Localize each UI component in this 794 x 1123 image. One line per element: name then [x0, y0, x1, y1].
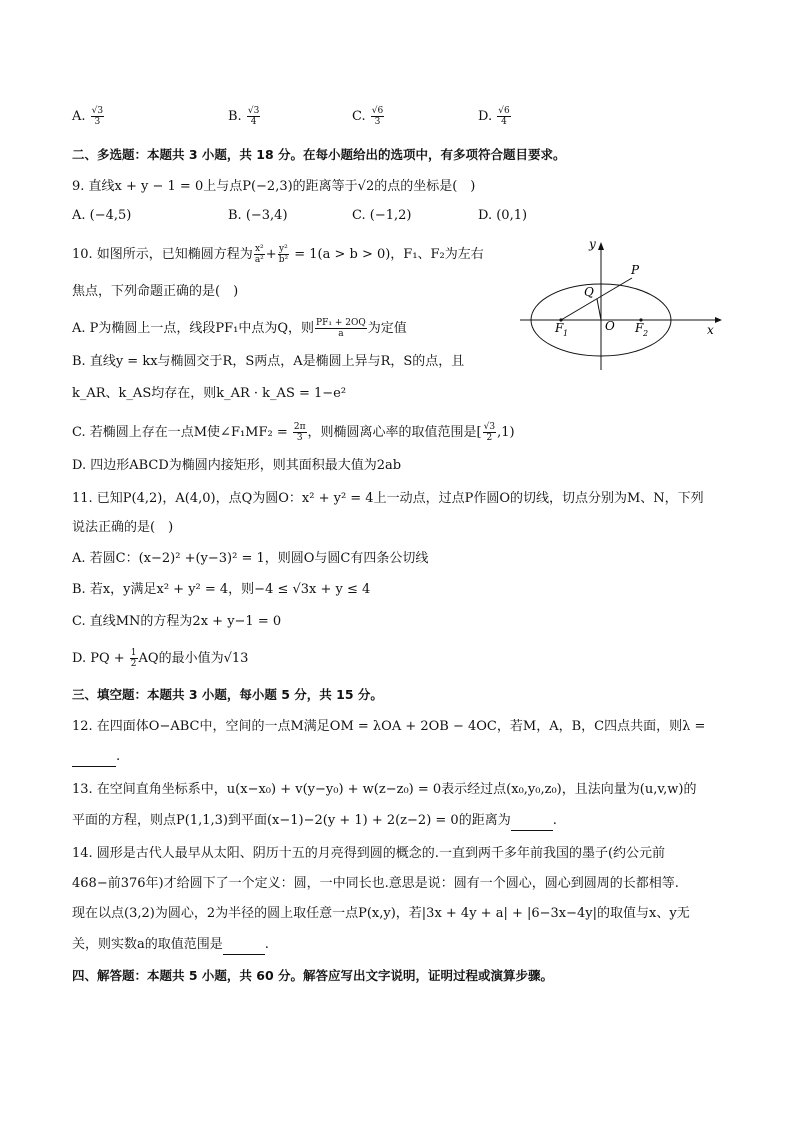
q11-option-c: C. 直线MN的方程为2x + y−1 = 0 — [72, 614, 282, 629]
q10-option-a — [72, 318, 407, 339]
q11-stem-line2: 说法正确的是( ) — [72, 520, 174, 535]
label-x: x — [707, 323, 714, 337]
q13-line2 — [72, 812, 557, 831]
q11-option-b: B. 若x，y满足x² + y² = 4，则−4 ≤ √3x + y ≤ 4 — [72, 582, 371, 597]
denominator: 3 — [296, 433, 303, 443]
q9-option-c: C. (−1,2) — [352, 208, 412, 223]
fraction — [91, 106, 104, 127]
option-letter: C. — [352, 109, 366, 124]
label-f2-sub: 2 — [643, 329, 649, 338]
segment-oq — [597, 299, 601, 320]
fraction — [247, 106, 260, 127]
denominator: 4 — [501, 117, 507, 127]
q11-option-d — [72, 648, 248, 669]
numerator: y² — [279, 244, 288, 254]
fraction — [483, 422, 496, 443]
q12-line1: 12. 在四面体O−ABC中，空间的一点M满足OM = λOA + 2OB − 4OC，若M，A，B，C四点共面，则λ = — [72, 719, 706, 734]
q11-d-pre: D. PQ + — [72, 651, 129, 666]
section2-header: 二、多选题：本题共 3 小题，共 18 分。在每小题给出的选项中，有多项符合题目要求。 — [72, 147, 566, 162]
label-p: P — [631, 263, 640, 277]
numerator: 2π — [293, 422, 306, 432]
option-letter: B. — [228, 109, 242, 124]
answer-blank[interactable] — [72, 748, 116, 767]
q12-end: . — [116, 749, 121, 764]
denominator: 3 — [94, 117, 101, 127]
q12-line2 — [72, 748, 120, 767]
option-letter: A. — [72, 109, 86, 124]
y-axis-arrow — [598, 242, 604, 250]
section3-header: 三、填空题：本题共 3 小题，每小题 5 分，共 15 分。 — [72, 687, 383, 702]
option-letter: D. — [478, 109, 493, 124]
section4-header: 四、解答题：本题共 5 小题，共 60 分。解答应写出文字说明，证明过程或演算步骤。 — [72, 968, 554, 983]
q10-option-c — [72, 422, 515, 443]
q10-c-pre: C. 若椭圆上存在一点M使∠F₁MF₂ = — [72, 425, 292, 440]
numerator: 1 — [130, 648, 137, 658]
denominator: 3 — [374, 117, 381, 127]
q10-c-mid: ，则椭圆离心率的取值范围是[ — [307, 425, 482, 440]
label-y: y — [589, 237, 596, 251]
denominator: 2 — [130, 659, 137, 669]
label-o: O — [605, 319, 615, 333]
ellipse-figure — [515, 232, 730, 372]
q9-option-d: D. (0,1) — [478, 208, 528, 223]
fraction — [315, 318, 367, 339]
q10-option-b-line1: B. 直线y = kx与椭圆交于R，S两点，A是椭圆上异与R，S的点，且 — [72, 354, 465, 369]
q11-option-a: A. 若圆C：(x−2)² +(y−3)² = 1，则圆O与圆C有四条公切线 — [72, 551, 429, 566]
label-f1: F — [555, 321, 564, 335]
q14-line2: 468−前376年)才给圆下了一个定义：圆，一中同长也.意思是说：圆有一个圆心，圆心到圆周的长都相等. — [72, 876, 679, 891]
q13-end: . — [552, 813, 557, 828]
q8-option-c — [352, 106, 385, 127]
q14-line1: 14. 圆形是古代人最早从太阳、阴历十五的月亮得到圆的概念的.一直到两千多年前我国的墨子(约公元前 — [72, 846, 666, 861]
q8-option-b — [228, 106, 261, 127]
numerator: √3 — [483, 422, 496, 432]
label-f2: F — [635, 321, 644, 335]
fraction — [130, 648, 138, 669]
numerator: √3 — [91, 106, 104, 116]
q14-line4 — [72, 936, 269, 955]
q10-a-pre: A. P为椭圆上一点，线段PF₁中点为Q，则 — [72, 321, 315, 336]
q10-option-b-line2: k_AR、k_AS均存在，则k_AR · k_AS = 1−e² — [72, 386, 347, 401]
q10-stem-pre: 10. 如图所示，已知椭圆方程为 — [72, 247, 253, 262]
numerator: x² — [254, 244, 264, 254]
denominator: 4 — [250, 117, 257, 127]
q8-option-d — [478, 106, 512, 127]
denominator: a² — [254, 255, 264, 265]
q9-option-b: B. (−3,4) — [228, 208, 288, 223]
q14-line4-pre: 关，则实数a的取值范围是 — [72, 937, 223, 952]
q11-d-post: AQ的最小值为√13 — [138, 651, 249, 666]
numerator: √3 — [247, 106, 260, 116]
q10-a-post: 为定值 — [367, 321, 407, 336]
x-axis-arrow — [715, 317, 722, 323]
answer-blank[interactable] — [511, 812, 553, 831]
fraction-y — [278, 244, 289, 265]
q9-option-a: A. (−4,5) — [72, 208, 132, 223]
q10-stem-post: = 1(a > b > 0)，F₁、F₂为左右 — [290, 247, 484, 262]
q13-line2-pre: 平面的方程，则点P(1,1,3)到平面(x−1)−2(y + 1) + 2(z−2) = 0的距离为 — [72, 813, 511, 828]
q8-option-a — [72, 106, 105, 127]
numerator: √6 — [371, 106, 384, 116]
q10-option-d: D. 四边形ABCD为椭圆内接矩形，则其面积最大值为2ab — [72, 458, 402, 473]
q14-end: . — [264, 937, 269, 952]
label-f1-sub: 1 — [563, 329, 569, 338]
fraction — [497, 106, 510, 127]
answer-blank[interactable] — [223, 936, 265, 955]
label-q: Q — [584, 285, 594, 299]
q9-stem: 9. 直线x + y − 1 = 0上与点P(−2,3)的距离等于√2的点的坐标是( ) — [72, 179, 476, 194]
denominator: 2 — [486, 433, 493, 443]
q13-line1: 13. 在空间直角坐标系中，u(x−x₀) + v(y−y₀) + w(z−z₀) = 0表示经过点(x₀,y₀,z₀)，且法向量为(u,v,w)的 — [72, 782, 697, 797]
numerator: √6 — [498, 106, 510, 116]
q10-c-post: ,1) — [497, 425, 515, 440]
fraction — [293, 422, 307, 443]
denominator: a — [338, 329, 344, 339]
q11-stem-line1: 11. 已知P(4,2)，A(4,0)，点Q为圆O：x² + y² = 4上一动点，过点P作圆O的切线，切点分别为M、N，下列 — [72, 491, 704, 506]
q14-line3: 现在以点(3,2)为圆心，2为半径的圆上取任意一点P(x,y)，若|3x + 4y + a| + |6−3x−4y|的取值与x、y无 — [72, 906, 690, 921]
q10-stem: 10. 如图所示，已知椭圆方程为 $\frac{\text{x²}}{\text{a²}}$ + $\frac{\text{y²}}{\text{b²}}$ = 1(a > b > 0)，F₁、F₂为左右 — [72, 244, 484, 265]
fraction-x — [254, 244, 265, 265]
numerator: PF₁ + 2OQ — [316, 318, 366, 328]
denominator: b² — [278, 255, 289, 265]
fraction — [371, 106, 384, 127]
q10-stem2: 焦点，下列命题正确的是( ) — [72, 284, 239, 299]
